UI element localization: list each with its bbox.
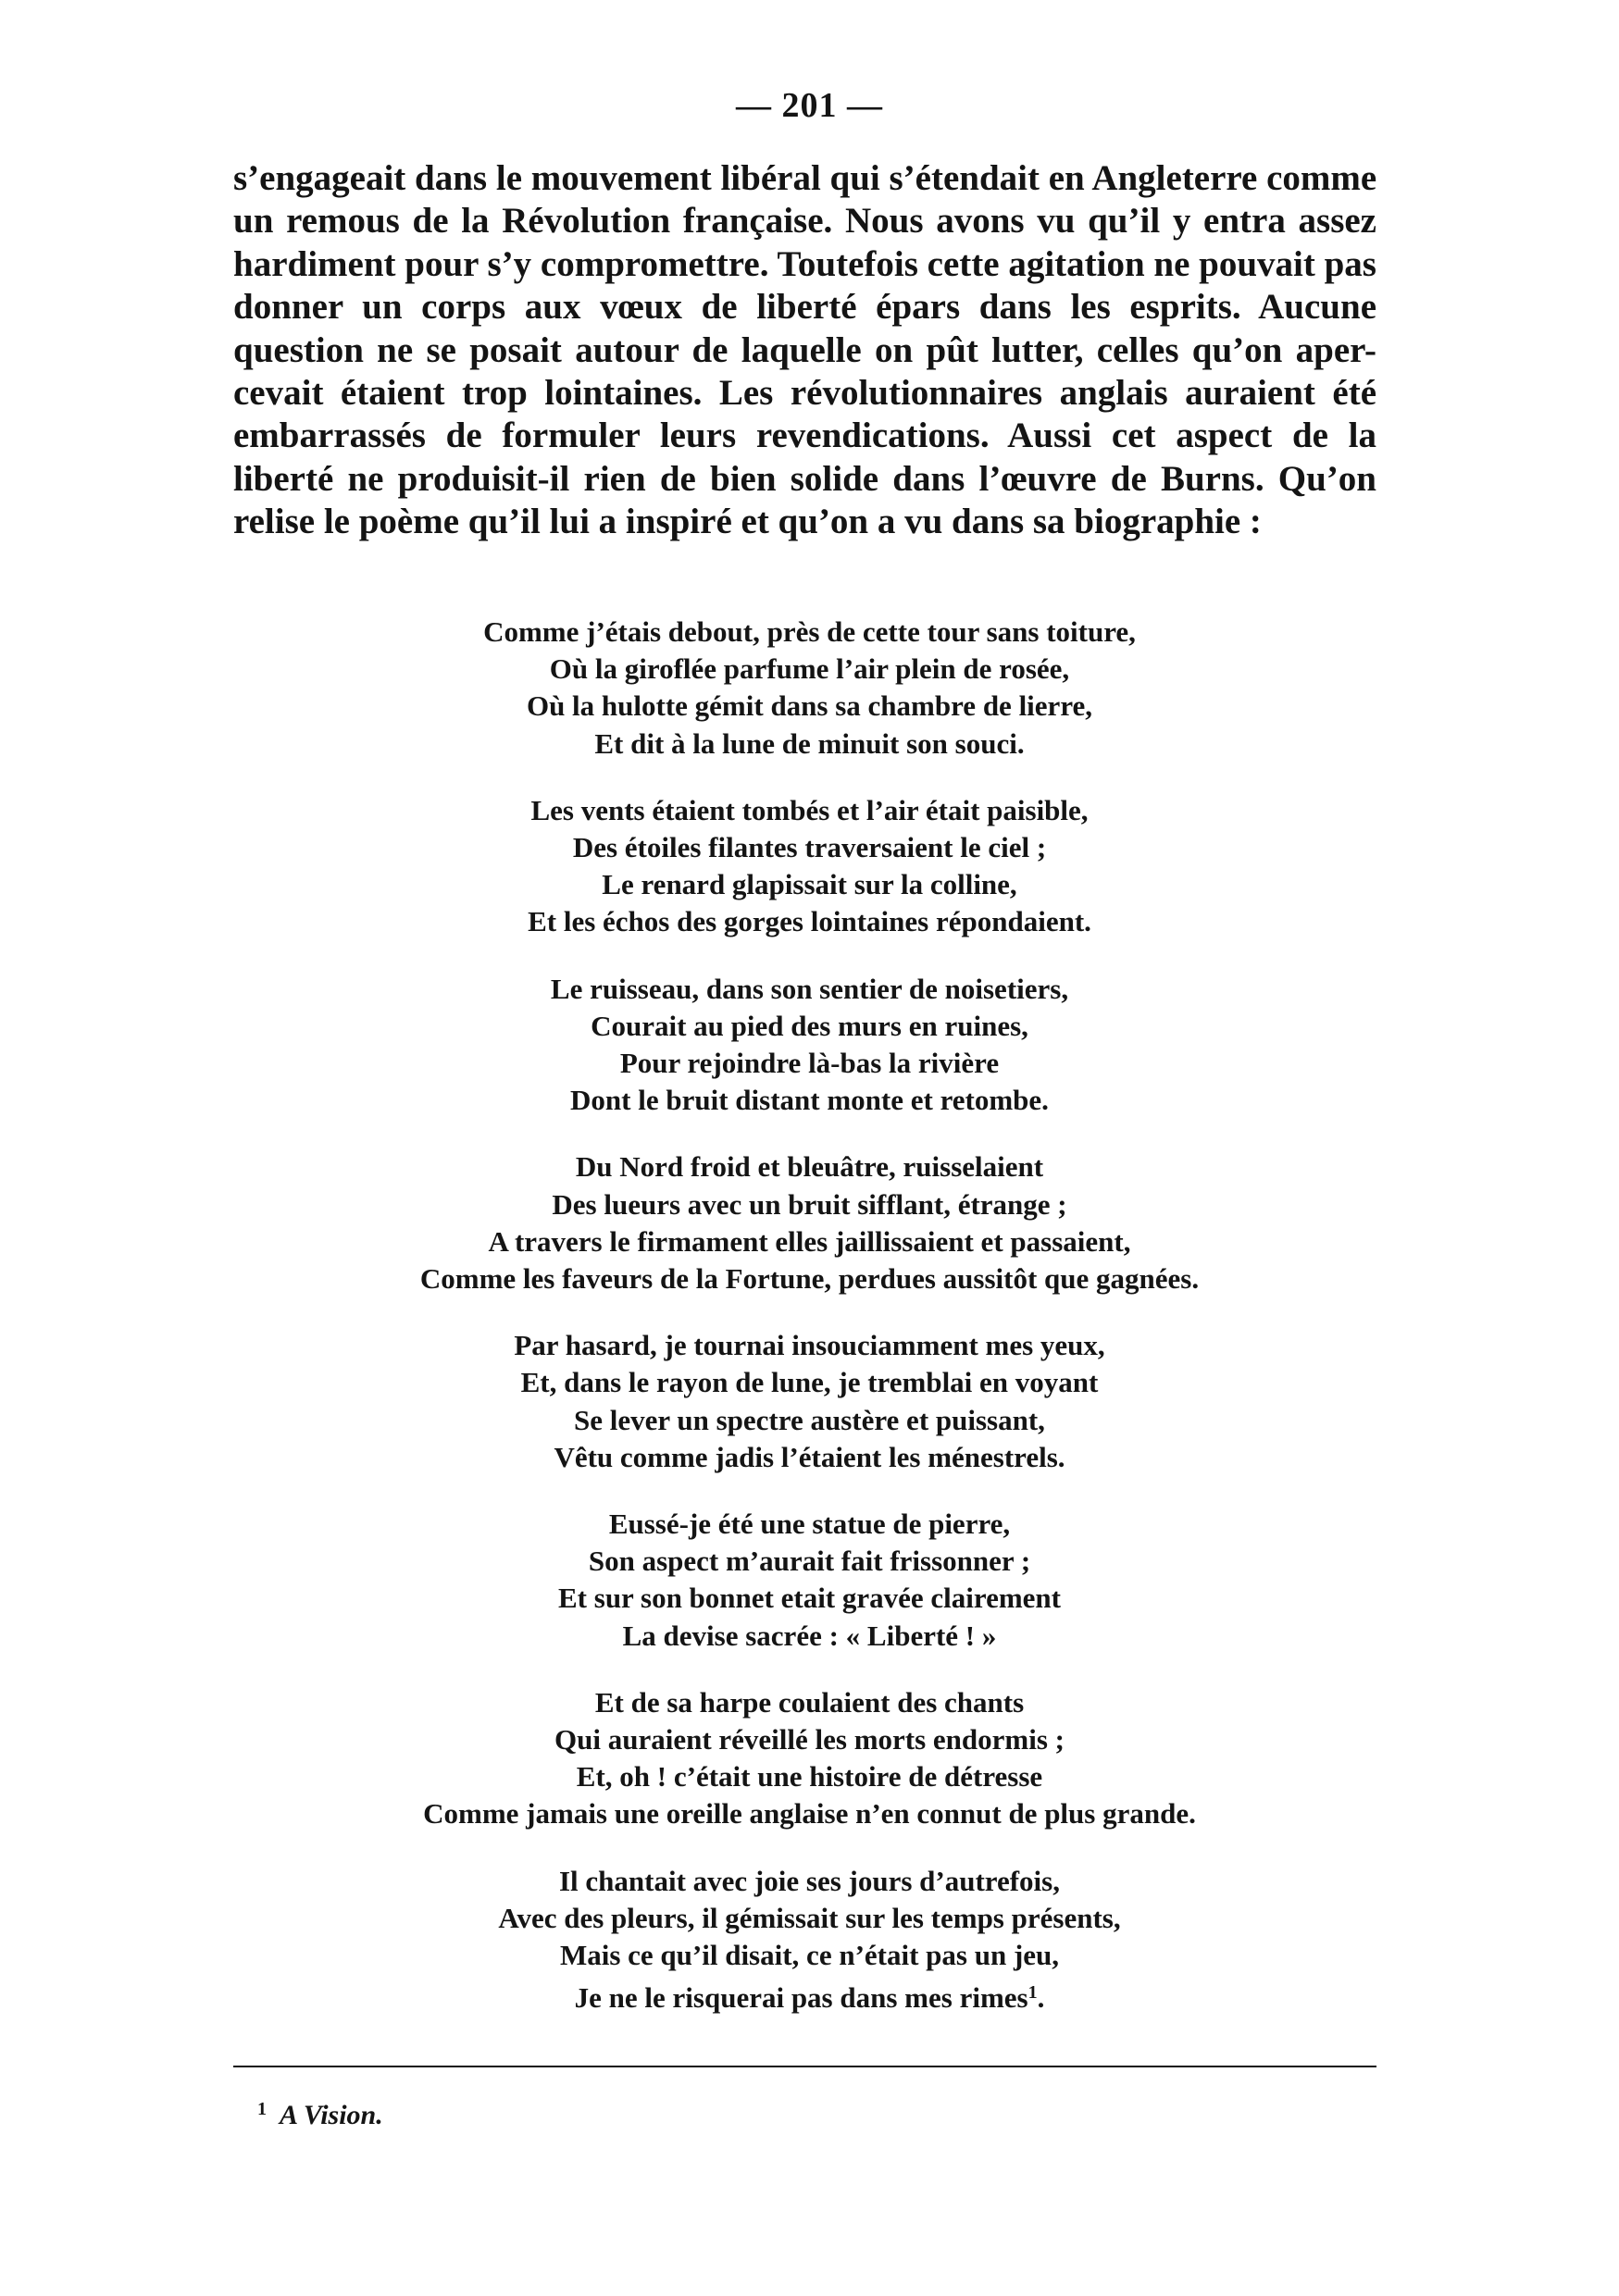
poem-verse-last: Je ne le risquerai pas dans mes rimes$^1$.	[574, 1981, 1045, 2015]
poem-verse: Et les échos des gorges lointaines répondaient.	[528, 905, 1091, 938]
poem-verse: Des lueurs avec un bruit sifflant, étrange ;	[552, 1187, 1067, 1221]
footnote	[257, 2099, 383, 2131]
prose-line: embarrassés de formuler leurs revendications. Aussi cet aspect de la	[233, 416, 1376, 456]
poem-verse: Par hasard, je tournai insouciamment mes yeux,	[514, 1329, 1105, 1362]
poem-verse: Et de sa harpe coulaient des chants	[594, 1685, 1025, 1719]
poem-verse: Et dit à la lune de minuit son souci.	[594, 726, 1025, 760]
prose-paragraph	[233, 157, 1376, 544]
poem-verse: Comme jamais une oreille anglaise n’en connut de plus grande.	[423, 1797, 1196, 1831]
poem-verse: Pour rejoindre là-bas la rivière	[619, 1047, 1000, 1080]
poem-verse: Il chantait avec joie ses jours d’autrefois,	[558, 1864, 1060, 1897]
poem-verse: Mais ce qu’il disait, ce n’était pas un jeu,	[559, 1939, 1060, 1972]
poem-verse: Comme j’étais debout, près de cette tour sans toiture,	[483, 615, 1136, 648]
page-number: — 201 —	[736, 86, 883, 125]
poem-verse: Avec des pleurs, il gémissait sur les temps présents,	[498, 1901, 1121, 1934]
footnote-reference: 1	[1027, 1982, 1038, 2004]
footnote-text: A Vision.	[280, 2100, 383, 2130]
poem-verse: Et, oh ! c’était une histoire de détresse	[576, 1760, 1043, 1793]
poem-verse: Courait au pied des murs en ruines,	[591, 1009, 1028, 1042]
poem-verse: Et, dans le rayon de lune, je tremblai en voyant	[520, 1366, 1099, 1399]
poem	[0, 614, 1619, 2047]
prose-line: question ne se posait autour de laquelle on pût lutter, celles qu’on aper-	[233, 329, 1376, 370]
poem-verse: Le ruisseau, dans son sentier de noisetiers,	[550, 972, 1069, 1005]
poem-verse: Des étoiles filantes traversaient le ciel ;	[572, 831, 1047, 864]
prose-line: un remous de la Révolution française. Nous avons vu qu’il y entra assez	[233, 201, 1376, 242]
poem-verse: Son aspect m’aurait fait frissonner ;	[588, 1545, 1031, 1578]
poem-stanza	[0, 1506, 1619, 1655]
footnote-mark: 1	[257, 2099, 267, 2119]
prose-line: s’engageait dans le mouvement libéral qui s’étendait en Angleterre comme	[233, 158, 1377, 198]
poem-verse-text: Je ne le risquerai pas dans mes rimes	[574, 1981, 1028, 2015]
poem-verse: A travers le firmament elles jaillissaient et passaient,	[488, 1224, 1131, 1258]
poem-stanza	[0, 971, 1619, 1120]
prose-line: liberté ne produisit-il rien de bien solide dans l’œuvre de Burns. Qu’on	[233, 458, 1376, 499]
poem-stanza	[0, 792, 1619, 941]
poem-verse: Dont le bruit distant monte et retombe.	[570, 1084, 1049, 1117]
poem-verse: Du Nord froid et bleuâtre, ruisselaient	[575, 1150, 1044, 1184]
poem-verse: La devise sacrée : « Liberté ! »	[622, 1619, 997, 1652]
poem-stanza	[0, 1684, 1619, 1833]
poem-stanza	[0, 614, 1619, 763]
poem-verse: Vêtu comme jadis l’étaient les ménestrels.	[554, 1440, 1065, 1473]
poem-stanza	[0, 1863, 1619, 2017]
poem-verse: Comme les faveurs de la Fortune, perdues aussitôt que gagnées.	[419, 1262, 1200, 1296]
footnote-divider	[233, 2066, 1376, 2067]
poem-stanza	[0, 1148, 1619, 1297]
poem-verse: Eussé-je été une statue de pierre,	[608, 1508, 1011, 1541]
prose-line: hardiment pour s’y compromettre. Toutefois cette agitation ne pouvait pas	[233, 243, 1376, 284]
poem-verse: Où la giroflée parfume l’air plein de rosée,	[549, 652, 1070, 686]
poem-verse: Où la hulotte gémit dans sa chambre de lierre,	[526, 689, 1093, 723]
prose-line: cevait étaient trop lointaines. Les révolutionnaires anglais auraient été	[233, 373, 1376, 414]
poem-verse: Le renard glapissait sur la colline,	[602, 868, 1017, 901]
poem-verse: Et sur son bonnet etait gravée clairement	[558, 1582, 1061, 1615]
poem-verse: Les vents étaient tombés et l’air était paisible,	[530, 793, 1089, 826]
poem-verse: Qui auraient réveillé les morts endormis ;	[554, 1723, 1065, 1756]
poem-verse: Se lever un spectre austère et puissant,	[574, 1403, 1045, 1436]
prose-line: donner un corps aux vœux de liberté épars dans les esprits. Aucune	[233, 287, 1376, 328]
poem-stanza	[0, 1327, 1619, 1476]
prose-line: relise le poème qu’il lui a inspiré et qu’on a vu dans sa biographie :	[233, 502, 1262, 542]
